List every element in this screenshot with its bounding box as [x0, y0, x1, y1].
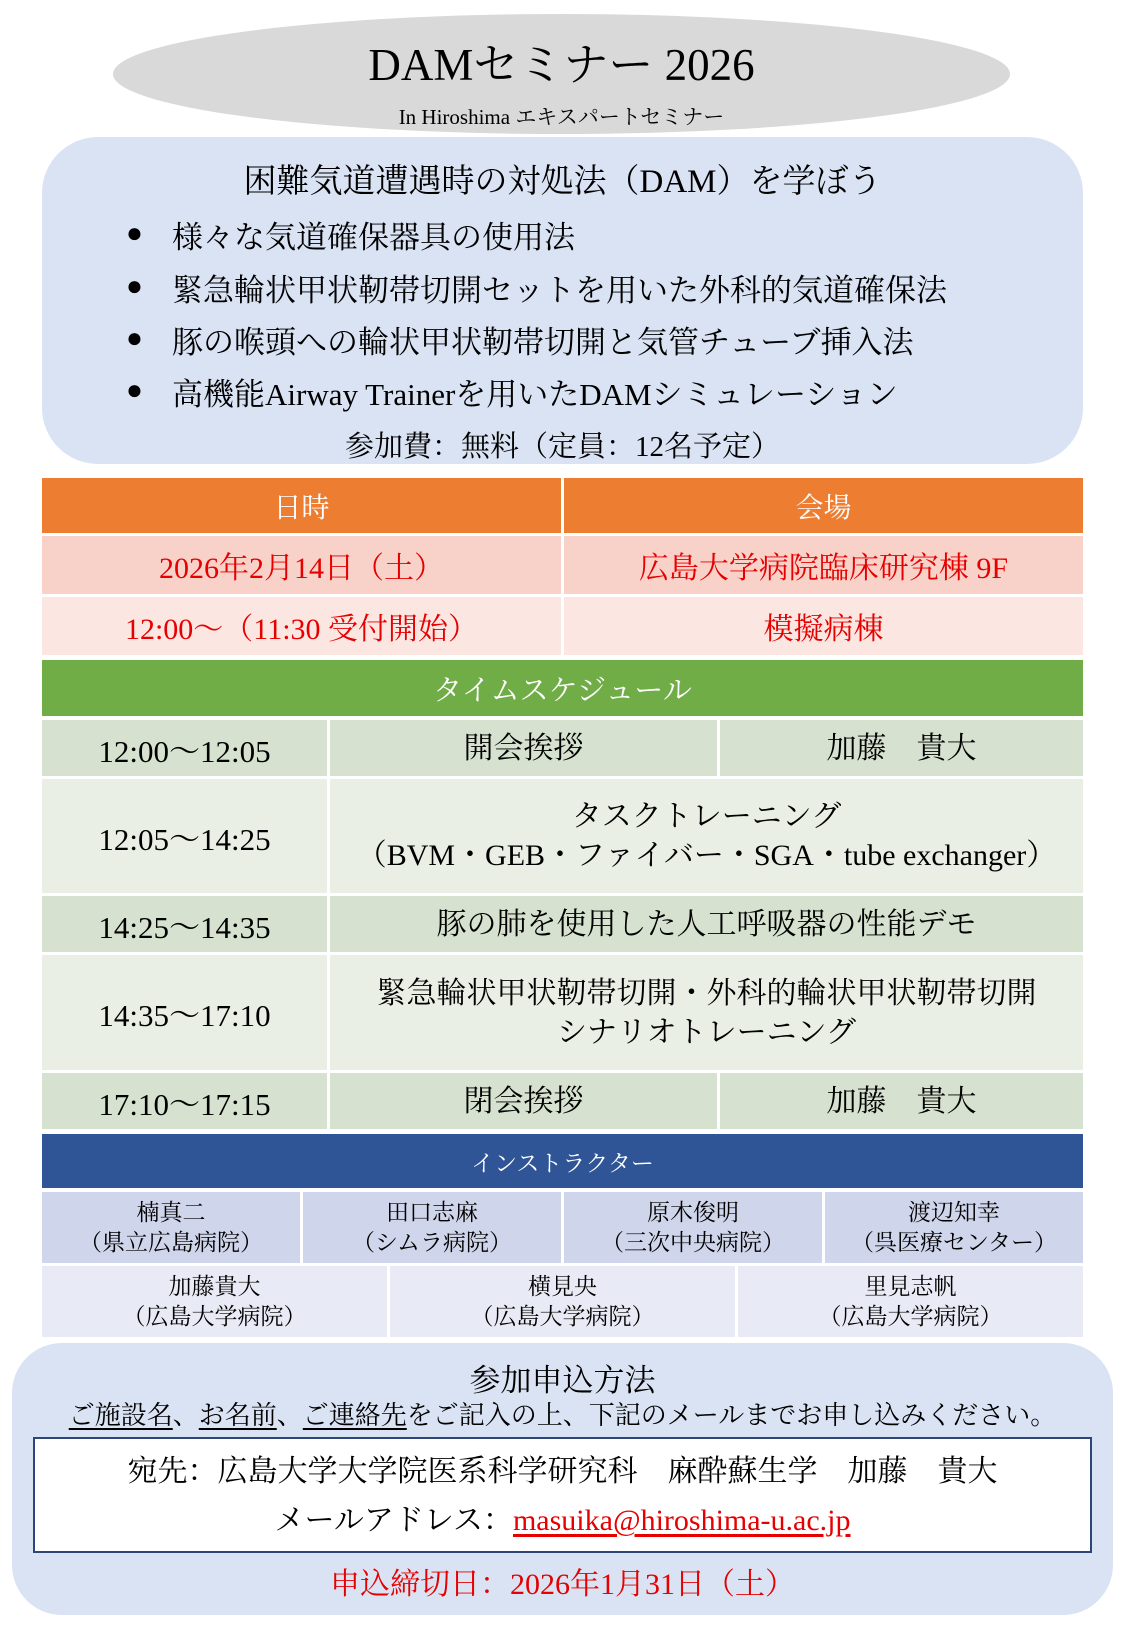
date-header: 日時	[42, 478, 561, 533]
schedule-item-line: 豚の肺を使用した人工呼吸器の性能デモ	[436, 907, 977, 941]
deadline-text: 申込締切日：2026年1月31日（土）	[330, 1568, 795, 1601]
schedule-time: 14:35～17:10	[42, 955, 327, 1070]
instructor-affiliation: （シムラ病院）	[351, 1229, 513, 1255]
instructor-card	[390, 1266, 735, 1337]
instructor-name: 楠真二	[136, 1199, 206, 1225]
page-title: DAMセミナー 2026	[368, 39, 755, 90]
instructor-card	[42, 1266, 387, 1337]
event-room: 模擬病棟	[564, 597, 1083, 655]
bullet-icon: ●	[126, 218, 143, 249]
event-date: 2026年2月14日（土）	[42, 536, 561, 594]
instructor-name: 田口志麻	[386, 1199, 478, 1225]
recipient-text: 宛先：広島大学大学院医系科学研究科 麻酔蘇生学 加藤 貴大	[127, 1455, 998, 1488]
instructor-name: 加藤貴大	[168, 1273, 261, 1299]
instructor-card	[42, 1192, 300, 1263]
bullet-text: 高機能Airway Trainerを用いたDAMシミュレーション	[172, 376, 898, 412]
instructor-affiliation: （呉医療センター）	[850, 1229, 1058, 1255]
bullet-icon: ●	[126, 323, 143, 354]
schedule-time: 12:00～12:05	[42, 720, 327, 776]
bullet-text: 緊急輪状甲状靭帯切開セットを用いた外科的気道確保法	[172, 272, 947, 308]
bullet-text: 豚の喉頭への輪状甲状靭帯切開と気管チューブ挿入法	[172, 324, 914, 360]
schedule-item	[330, 896, 1083, 952]
schedule-item-line: （BVM・GEB・ファイバー・SGA・tube exchanger）	[356, 839, 1057, 872]
schedule-item-line: シナリオトレーニング	[556, 1015, 857, 1049]
instruction-contact: ご連絡先	[302, 1401, 407, 1430]
instructor-affiliation: （広島大学病院）	[470, 1303, 655, 1329]
instructors-header: インストラクター	[42, 1134, 1083, 1188]
instruction-separator: 、	[172, 1401, 199, 1430]
instruction-name: お名前	[198, 1401, 277, 1430]
instructor-card	[825, 1192, 1083, 1263]
bullet-item	[126, 210, 575, 258]
schedule-item-line: 閉会挨拶	[463, 1084, 584, 1118]
schedule-header: タイムスケジュール	[42, 660, 1083, 716]
schedule-time: 17:10～17:15	[42, 1073, 327, 1129]
event-time: 12:00～（11:30 受付開始）	[42, 597, 561, 655]
instructor-card	[303, 1192, 561, 1263]
schedule-item	[330, 955, 1083, 1070]
bullet-icon: ●	[126, 375, 143, 406]
page-subtitle: In Hiroshima エキスパートセミナー	[398, 105, 725, 129]
bullet-item	[126, 367, 898, 415]
instruction-separator: 、	[276, 1401, 303, 1430]
schedule-item	[330, 720, 717, 776]
schedule-item	[330, 779, 1083, 893]
instructor-affiliation: （広島大学病院）	[818, 1303, 1003, 1329]
application-instruction	[12, 1397, 1113, 1435]
instructor-affiliation: （県立広島病院）	[79, 1229, 263, 1255]
instruction-rest: をご記入の上、下記のメールまでお申し込みください。	[406, 1401, 1057, 1430]
instructor-card	[738, 1266, 1083, 1337]
instructor-name: 渡辺知幸	[908, 1199, 1000, 1225]
instructor-affiliation: （広島大学病院）	[122, 1303, 307, 1329]
schedule-item	[330, 1073, 717, 1129]
venue-header: 会場	[564, 478, 1083, 533]
event-venue: 広島大学病院臨床研究棟 9F	[564, 536, 1083, 594]
application-title: 参加申込方法	[469, 1362, 656, 1398]
email-link[interactable]: masuika@hiroshima-u.ac.jp	[512, 1504, 851, 1537]
fee-text: 参加費：無料（定員：12名予定）	[344, 430, 780, 463]
instructor-name: 原木俊明	[647, 1199, 739, 1225]
email-line	[33, 1499, 1092, 1543]
instructor-affiliation: （三次中央病院）	[601, 1229, 785, 1255]
schedule-item-line: 緊急輪状甲状靭帯切開・外科的輪状甲状靭帯切開	[376, 976, 1037, 1010]
instructor-name: 横見央	[528, 1273, 597, 1299]
bullet-icon: ●	[126, 271, 143, 302]
instruction-facility: ご施設名	[68, 1401, 173, 1430]
schedule-item-line: 開会挨拶	[463, 731, 584, 765]
instructor-card	[564, 1192, 822, 1263]
schedule-person: 加藤 貴大	[720, 1073, 1083, 1129]
schedule-time: 14:25～14:35	[42, 896, 327, 952]
bullet-text: 様々な気道確保器具の使用法	[172, 219, 575, 255]
instructor-name: 里見志帆	[864, 1273, 957, 1299]
schedule-item-line: タスクトレーニング	[571, 800, 842, 833]
bullet-item	[126, 315, 914, 363]
email-label: メールアドレス：	[274, 1504, 513, 1537]
schedule-time: 12:05～14:25	[42, 779, 327, 893]
schedule-person: 加藤 貴大	[720, 720, 1083, 776]
intro-heading: 困難気道遭遇時の対処法（DAM）を学ぼう	[243, 163, 882, 200]
bullet-item	[126, 263, 947, 311]
